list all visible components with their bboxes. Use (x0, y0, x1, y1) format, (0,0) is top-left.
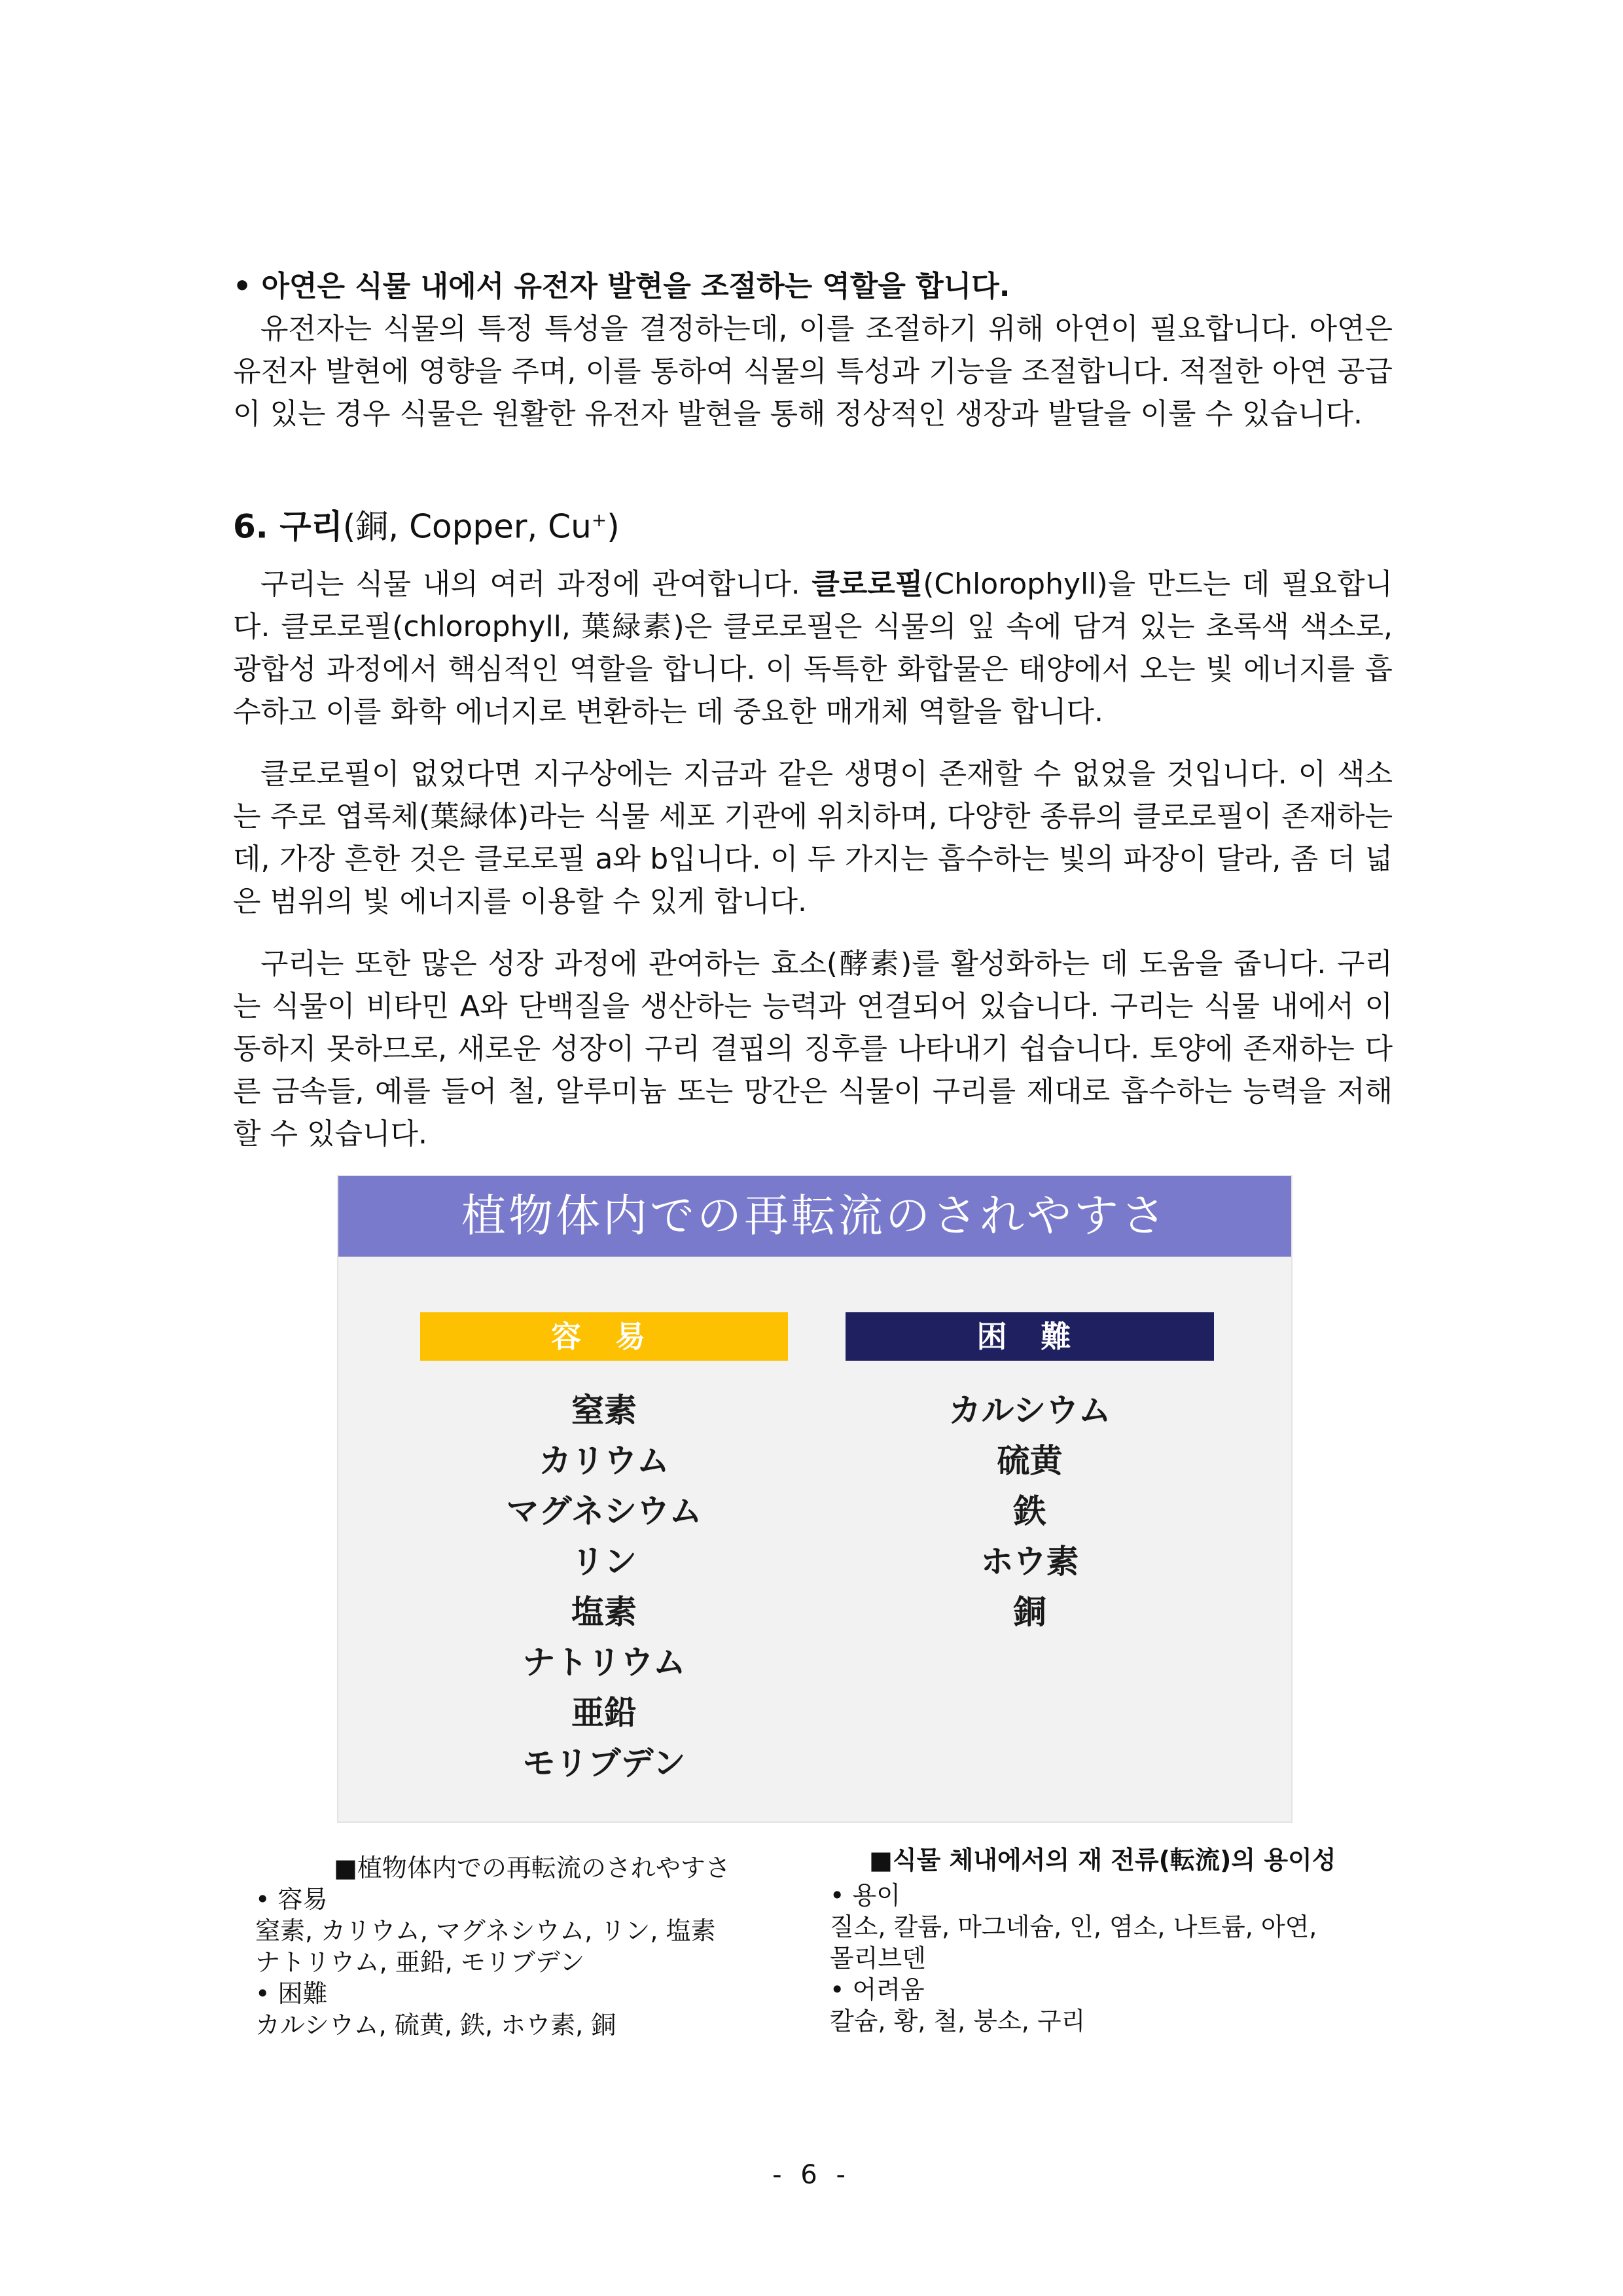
caption-kr-easy-line1: 질소, 칼륨, 마그네슘, 인, 염소, 나트륨, 아연, (830, 1912, 1317, 1941)
figure-banner-title: 植物体内での再転流のされやすさ (338, 1176, 1291, 1257)
copper-paragraph-2: 클로로필이 없었다면 지구상에는 지금과 같은 생명이 존재할 수 없었을 것입니다. 이 색소는 주로 엽록체(葉緑体)라는 식물 세포 기관에 위치하며, 다양한 종류의 클로로필이 존재하는데, 가장 흔한 것은 클로로필 a와 b입니다. 이 두 가지는 흡수하는 빛의 파장이 달라, 좀 더 넓은 범위의 빛 에너지를 이용할 수 있게 합니다. (233, 757, 1393, 918)
hard-column-header: 困 難 (846, 1312, 1214, 1361)
page-number: - 6 - (772, 2160, 851, 2190)
list-item: 窒素 (571, 1391, 637, 1429)
retranslocation-figure (337, 1175, 1293, 1823)
copper-body (233, 563, 1393, 1155)
copper-heading-number: 6. 구리 (233, 507, 343, 546)
copper-heading-sup: + (591, 509, 607, 531)
easy-element-list (420, 1386, 788, 1789)
easy-column-header: 容 易 (420, 1312, 788, 1361)
copper-p1-start: 구리는 식물 내의 여러 과정에 관여합니다. (260, 567, 812, 601)
list-item: 硫黄 (997, 1442, 1063, 1480)
list-item: リン (571, 1543, 637, 1581)
list-item: 銅 (1013, 1593, 1046, 1631)
hard-element-list (846, 1386, 1214, 1638)
caption-jp-title: ■植物体内での再転流のされやすさ (334, 1854, 730, 1882)
list-item: 鉄 (1013, 1492, 1046, 1530)
caption-jp-easy-line2: ナトリウム, 亜鉛, モリブデン (255, 1948, 585, 1977)
copper-heading-close: ) (607, 507, 620, 546)
list-item: ナトリウム (522, 1643, 686, 1681)
zinc-section (233, 267, 1393, 435)
list-item: ホウ素 (980, 1543, 1079, 1581)
chlorophyll-term: 클로로필 (812, 567, 923, 601)
list-item: カルシウム (948, 1391, 1111, 1429)
list-item: カリウム (539, 1442, 669, 1480)
caption-kr-easy-line2: 몰리브덴 (830, 1944, 926, 1973)
list-item: マグネシウム (506, 1492, 702, 1530)
caption-jp-hard-line1: カルシウム, 硫黄, 鉄, ホウ素, 銅 (255, 2011, 616, 2039)
caption-kr-easy-label: • 용이 (830, 1881, 901, 1910)
list-item: 亜鉛 (571, 1694, 637, 1732)
list-item: 塩素 (571, 1593, 637, 1631)
caption-kr-hard-line1: 칼슘, 황, 철, 붕소, 구리 (830, 2007, 1086, 2036)
caption-jp-easy-line1: 窒素, カリウム, マグネシウム, リン, 塩素 (255, 1916, 716, 1945)
copper-p1-rest: (Chlorophyll)을 만드는 데 필요합니다. 클로로필(chlorophyll, 葉緑素)은 클로로필은 식물의 잎 속에 담겨 있는 초록색 색소로, 광합성 과정에서 핵심적인 역할을 합니다. 이 독특한 화합물은 태양에서 오는 빛 에너지를 흡수하고 이를 화학 에너지로 변환하는 데 중요한 매개체 역할을 합니다. (233, 567, 1393, 728)
caption-jp-hard-label: • 困難 (255, 1979, 328, 2008)
caption-japanese (255, 1852, 779, 2041)
zinc-paragraph: 유전자는 식물의 특정 특성을 결정하는데, 이를 조절하기 위해 아연이 필요합니다. 아연은 유전자 발현에 영향을 주며, 이를 통하여 식물의 특성과 기능을 조절합니다. 적절한 아연 공급이 있는 경우 식물은 원활한 유전자 발현을 통해 정상적인 생장과 발달을 이룰 수 있습니다. (233, 312, 1393, 431)
list-item: モリブデン (522, 1744, 686, 1782)
caption-kr-title: ■식물 체내에서의 재 전류(転流)의 용이성 (869, 1846, 1336, 1874)
copper-paragraph-1 (233, 563, 1393, 733)
copper-heading-rest: (銅, Copper, Cu (342, 507, 592, 546)
copper-paragraph-3: 구리는 또한 많은 성장 과정에 관여하는 효소(酵素)를 활성화하는 데 도움을 줍니다. 구리는 식물이 비타민 A와 단백질을 생산하는 능력과 연결되어 있습니다. 구리는 식물 내에서 이동하지 못하므로, 새로운 성장이 구리 결핍의 징후를 나타내기 쉽습니다. 토양에 존재하는 다른 금속들, 예를 들어 철, 알루미늄 또는 망간은 식물이 구리를 제대로 흡수하는 능력을 저해할 수 있습니다. (233, 947, 1393, 1151)
caption-jp-easy-label: • 容易 (255, 1885, 328, 1914)
caption-korean (830, 1844, 1406, 2037)
caption-kr-hard-label: • 어려움 (830, 1975, 925, 2004)
zinc-bullet-heading: • 아연은 식물 내에서 유전자 발현을 조절하는 역할을 합니다. (233, 270, 1010, 303)
copper-heading (233, 497, 1393, 550)
